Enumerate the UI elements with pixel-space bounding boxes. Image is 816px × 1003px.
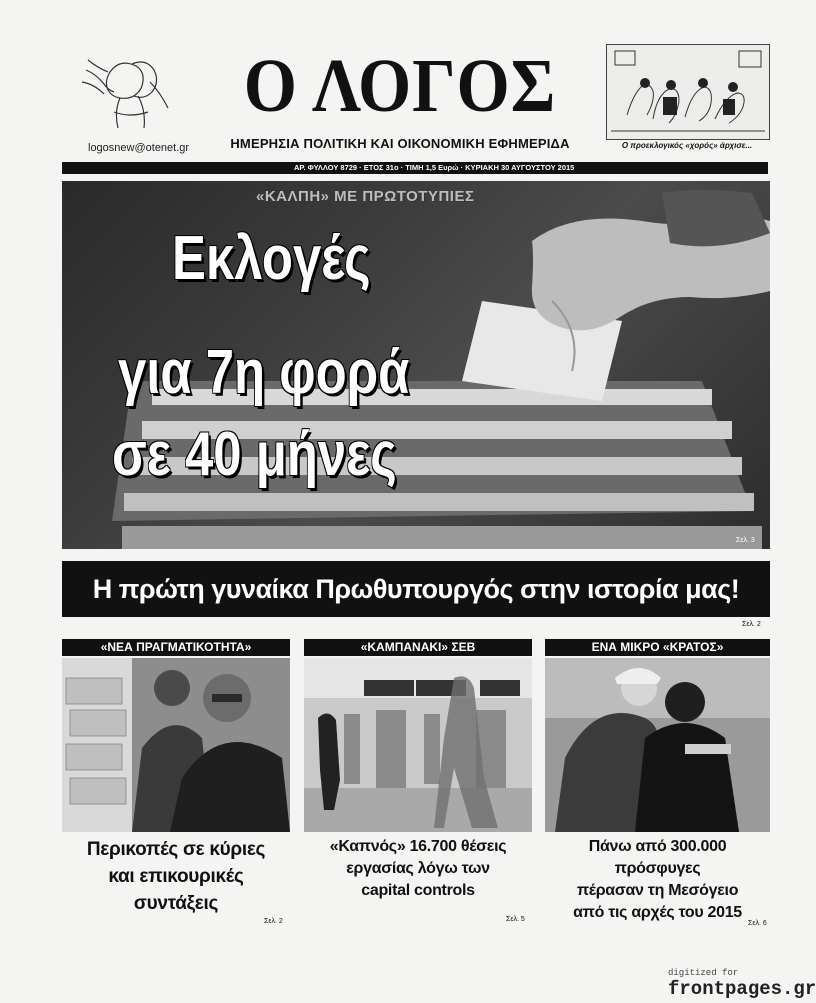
issue-info-bar xyxy=(62,162,768,174)
column3-headline-line: από τις αρχές του 2015 xyxy=(573,904,742,921)
column1-headline-line: και επικουρικές xyxy=(108,866,244,887)
column2-headline-line: capital controls xyxy=(361,882,475,899)
column2-photo xyxy=(304,658,532,832)
banner-headline: Η πρώτη γυναίκα Πρωθυπουργός στην ιστορία μας! xyxy=(62,561,770,617)
column2-headline-line: εργασίας λόγω των xyxy=(346,860,490,877)
column3-head: ΕΝΑ ΜΙΚΡΟ «ΚΡΑΤΟΣ» xyxy=(545,639,770,656)
column2-page-ref: Σελ. 5 xyxy=(506,916,525,923)
column1-photo xyxy=(62,658,290,832)
cartoon-caption: Ο προεκλογικός «χορός» άρχισε... xyxy=(621,141,753,150)
column3-page-ref: Σελ. 6 xyxy=(748,920,767,927)
hero-kicker: «ΚΑΛΠΗ» ΜΕ ΠΡΩΤΟΤΥΠΙΕΣ xyxy=(256,188,475,205)
column2-headline xyxy=(304,836,532,902)
digitized-watermark xyxy=(668,968,816,1000)
watermark-line1: digitized for xyxy=(668,968,739,978)
hero-headline-line1: Εκλογές xyxy=(172,224,371,293)
watermark-line2: frontpages.gr xyxy=(668,978,816,1000)
column1-headline-line: συντάξεις xyxy=(133,893,219,914)
cartoon-image xyxy=(606,44,770,140)
column3-headline xyxy=(545,836,770,924)
banner-page-ref: Σελ. 2 xyxy=(742,621,761,628)
column3-headline-line: Πάνω από 300.000 πρόσφυγες xyxy=(588,838,727,877)
newspaper-subtitle: ΗΜΕΡΗΣΙΑ ΠΟΛΙΤΙΚΗ ΚΑΙ ΟΙΚΟΝΟΜΙΚΗ ΕΦΗΜΕΡΙΔΑ xyxy=(230,136,570,151)
logo-illustration xyxy=(80,52,176,132)
column2-head: «ΚΑΜΠΑΝΑΚΙ» ΣΕΒ xyxy=(304,639,532,656)
contact-email: logosnew@otenet.gr xyxy=(88,142,190,154)
newspaper-title: Ο ΛΟΓΟΣ xyxy=(243,44,557,128)
column1-head: «ΝΕΑ ΠΡΑΓΜΑΤΙΚΟΤΗΤΑ» xyxy=(62,639,290,656)
column3-photo xyxy=(545,658,770,832)
hero-headline-line3: σε 40 μήνες xyxy=(112,420,397,489)
hero-page-ref: Σελ. 3 xyxy=(736,537,755,544)
column2-headline-line: «Καπνός» 16.700 θέσεις xyxy=(329,838,507,855)
hero-headline-line2: για 7η φορά xyxy=(118,338,410,407)
column1-page-ref: Σελ. 2 xyxy=(264,918,283,925)
column3-headline-line: πέρασαν τη Μεσόγειο xyxy=(576,882,739,899)
column1-headline xyxy=(62,836,290,917)
column1-headline-line: Περικοπές σε κύριες xyxy=(86,839,266,860)
issue-info: ΑΡ. ΦΥΛΛΟΥ 8729 · ΕΤΟΣ 31ο · ΤΙΜΗ 1,5 Ευρώ · ΚΥΡΙΑΚΗ 30 ΑΥΓΟΥΣΤΟΥ 2015 xyxy=(294,163,575,172)
